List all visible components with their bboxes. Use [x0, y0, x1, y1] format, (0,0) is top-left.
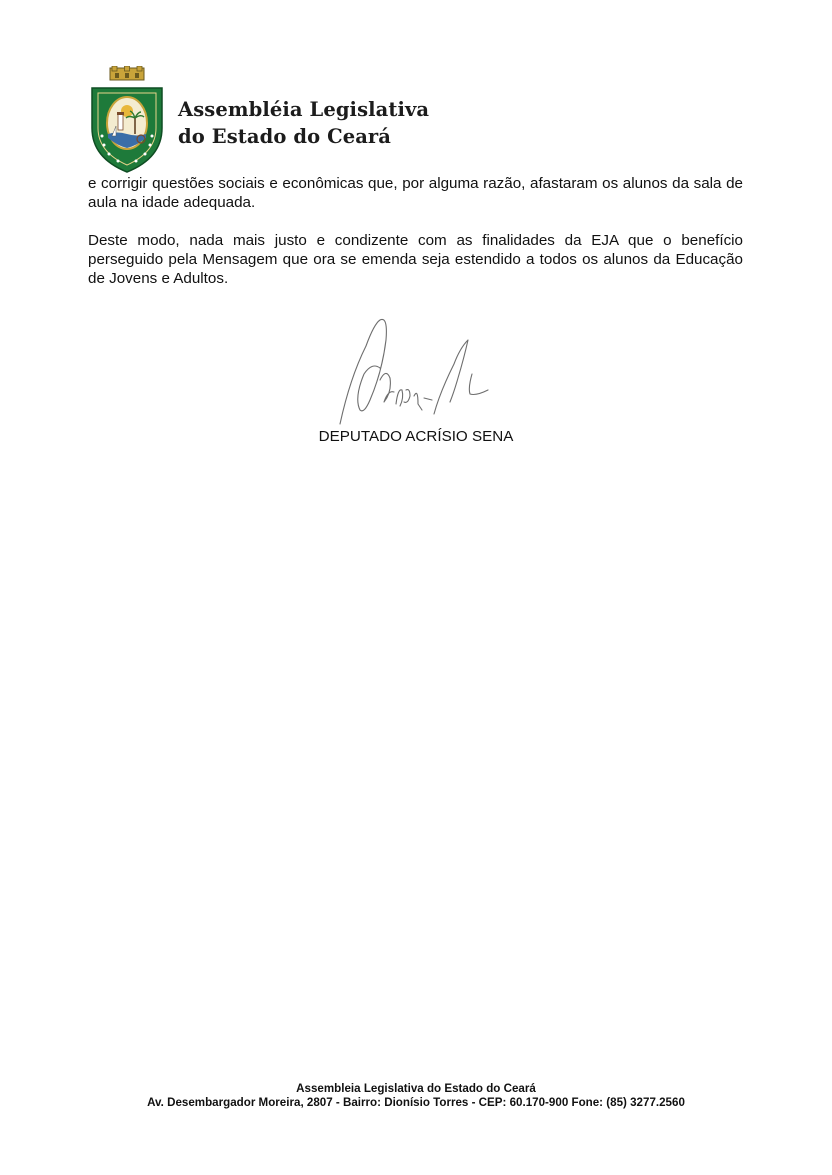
footer-institution: Assembleia Legislativa do Estado do Ceará — [296, 1082, 536, 1095]
body-paragraph: Deste modo, nada mais justo e condizente com as finalidades da EJA que o benefício perseguido pela Mensagem que ora se emenda seja estendido a todos os alunos da Educação de Jovens e Adultos. — [88, 232, 743, 287]
organization-name-line-2: do Estado do Ceará — [178, 125, 392, 148]
state-coat-of-arms-icon — [88, 66, 166, 174]
organization-name-line-1: Assembléia Legislativa — [178, 98, 430, 121]
document-body — [88, 174, 743, 307]
handwritten-signature — [336, 318, 496, 428]
footer-address: Av. Desembargador Moreira, 2807 - Bairro: Dionísio Torres - CEP: 60.170-900 Fone: (85) 3277.2560 — [147, 1096, 685, 1109]
organization-name — [178, 96, 429, 150]
page-footer — [0, 1082, 832, 1110]
body-paragraph: e corrigir questões sociais e econômicas que, por alguma razão, afastaram os alunos da sala de aula na idade adequada. — [88, 175, 743, 211]
letterhead — [88, 66, 448, 178]
signer-name: DEPUTADO ACRÍSIO SENA — [318, 428, 514, 445]
